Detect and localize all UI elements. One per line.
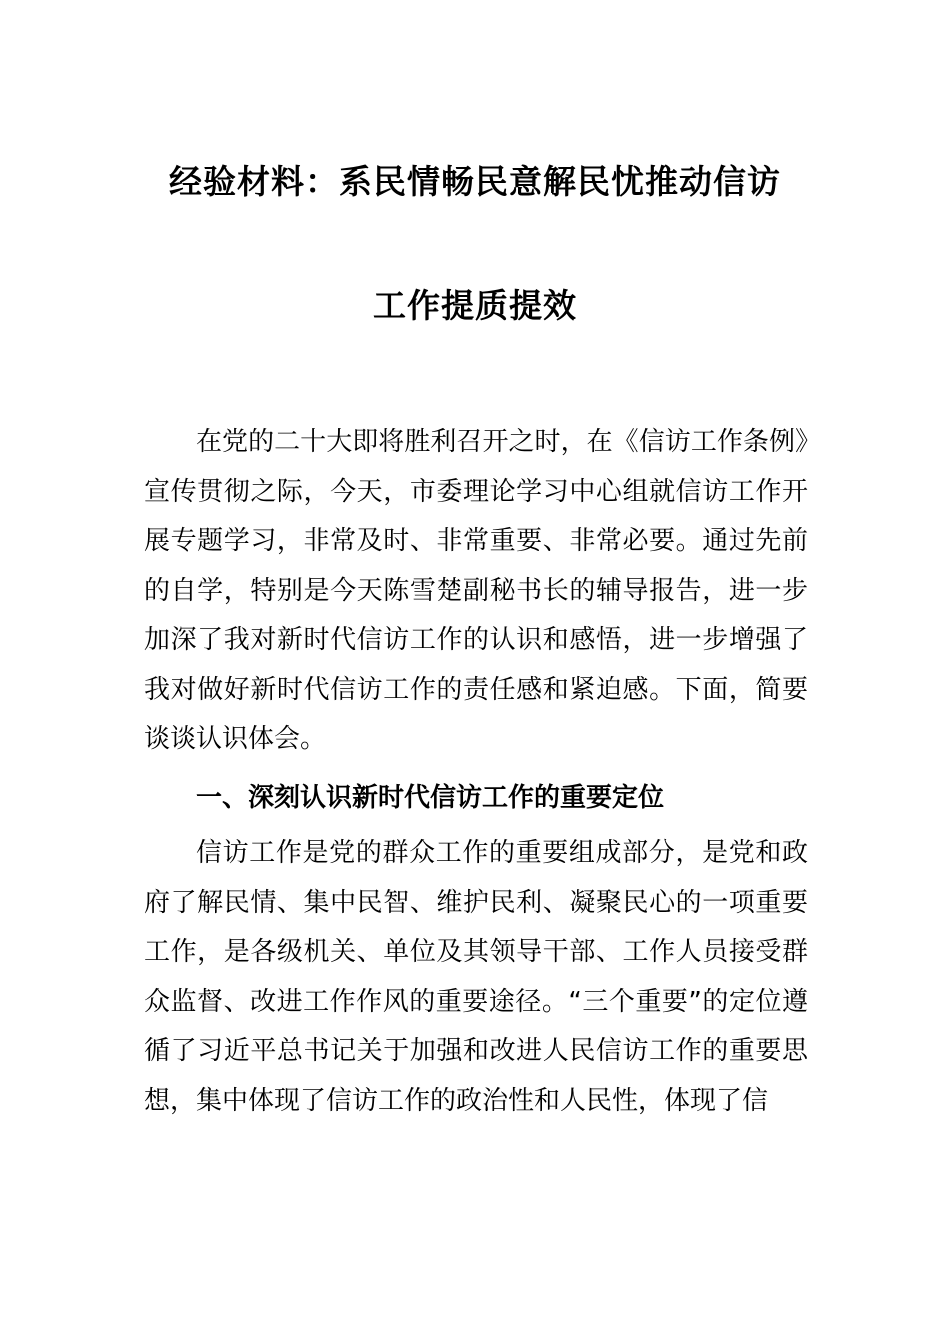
paragraph-intro: 在党的二十大即将胜利召开之时，在《信访工作条例》宣传贯彻之际，今天，市委理论学习中心组就信访工作开展专题学习，非常及时、非常重要、非常必要。通过先前的自学，特别是今天陈雪楚副秘书长的辅导报告，进一步加深了我对新时代信访工作的认识和感悟，进一步增强了我对做好新时代信访工作的责任感和紧迫感。下面，简要谈谈认识体会。 bbox=[144, 427, 808, 754]
paragraph-section-1: 信访工作是党的群众工作的重要组成部分，是党和政府了解民情、集中民智、维护民利、凝聚民心的一项重要工作，是各级机关、单位及其领导干部、工作人员接受群众监督、改进工作作风的重要途径。“三个重要”的定位遵循了习近平总书记关于加强和改进人民信访工作的重要思想，集中体现了信访工作的政治性和人民性，体现了信 bbox=[144, 838, 808, 1116]
document-body bbox=[144, 418, 808, 1126]
section-heading-1: 一、深刻认识新时代信访工作的重要定位 bbox=[196, 782, 665, 813]
document-title-line-1: 经验材料：系民情畅民意解民忧推动信访 bbox=[169, 162, 781, 201]
document-title-line-2: 工作提质提效 bbox=[373, 286, 577, 325]
